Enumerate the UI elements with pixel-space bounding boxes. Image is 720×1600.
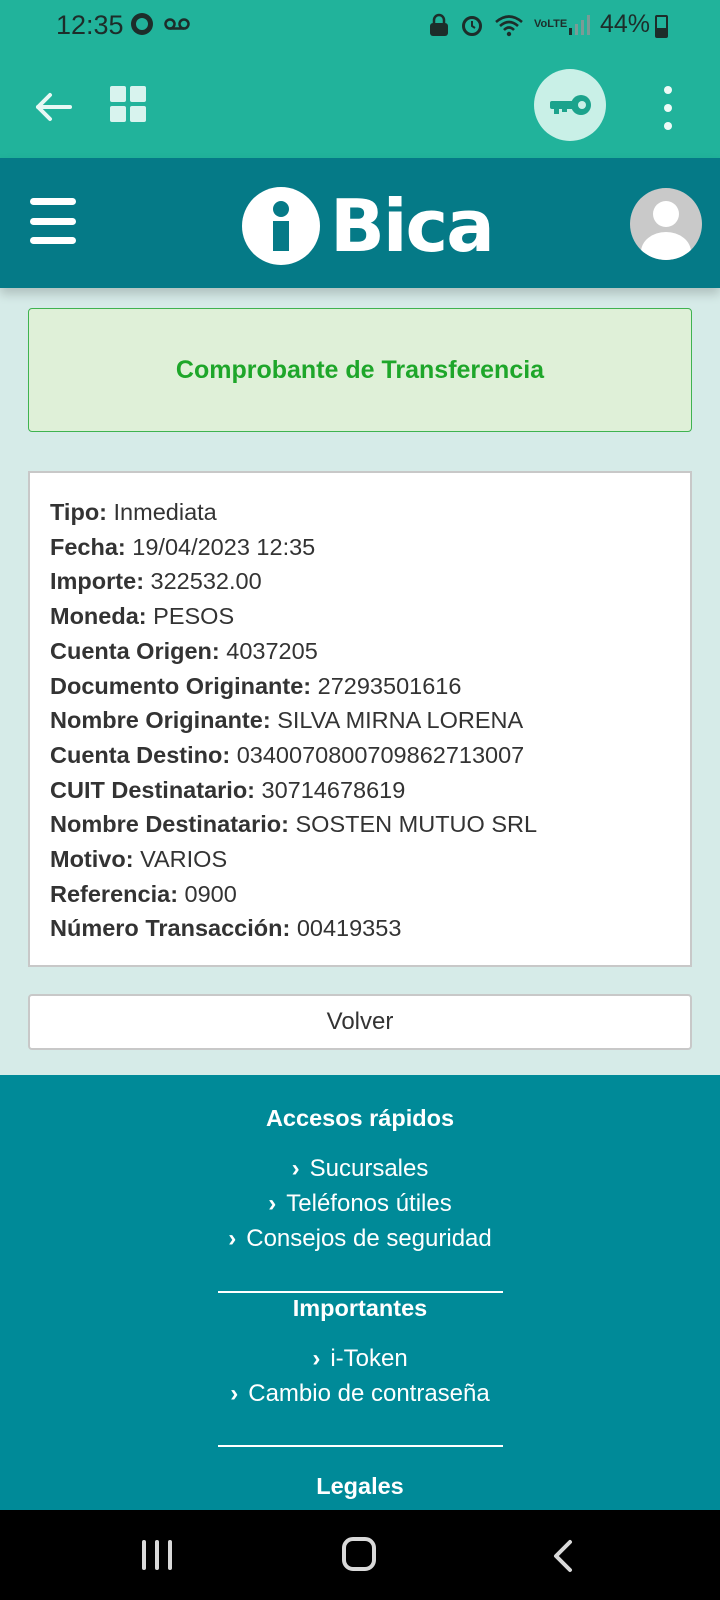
detail-row-motivo: Motivo: VARIOS (50, 846, 228, 873)
detail-row-cuenta-destino: Cuenta Destino: 0340070800709862713007 (50, 741, 525, 768)
footer-link-sucursales[interactable]: › Sucursales (291, 1155, 429, 1182)
key-icon (548, 93, 592, 117)
back-icon[interactable] (548, 1536, 578, 1576)
system-nav-bar (0, 1510, 720, 1600)
back-arrow-icon[interactable] (30, 84, 76, 130)
alarm-icon (460, 13, 484, 37)
chevron-right-icon: › (312, 1345, 321, 1372)
app-bar (0, 56, 720, 158)
hamburger-menu-icon[interactable] (30, 198, 76, 244)
user-avatar-icon[interactable] (630, 188, 702, 260)
footer-link-itoken[interactable]: › i-Token (312, 1345, 408, 1372)
home-icon[interactable] (342, 1537, 376, 1571)
chevron-right-icon: › (268, 1190, 277, 1217)
voicemail-icon (164, 17, 190, 31)
volte-icon: VoLTE (533, 18, 568, 30)
footer-link-cambio-contrasena[interactable]: › Cambio de contraseña (230, 1380, 490, 1407)
detail-row-importe: Importe: 322532.00 (50, 568, 262, 595)
chevron-right-icon: › (230, 1380, 239, 1407)
footer-link-consejos[interactable]: › Consejos de seguridad (228, 1225, 492, 1252)
chevron-right-icon: › (291, 1155, 300, 1182)
lock-icon (428, 13, 450, 37)
status-bar (0, 0, 720, 56)
volver-button[interactable]: Volver (28, 994, 692, 1050)
detail-row-referencia: Referencia: 0900 (50, 880, 237, 907)
footer (0, 1075, 720, 1510)
signal-icon (568, 14, 590, 36)
receipt-details (28, 471, 692, 967)
bica-logo-icon (242, 187, 320, 265)
more-vert-icon[interactable] (658, 86, 678, 130)
brand-name: Bica (330, 184, 493, 268)
brand-header (0, 158, 720, 288)
footer-heading-accesos: Accesos rápidos (265, 1105, 455, 1131)
key-button[interactable] (534, 69, 606, 141)
detail-row-tipo: Tipo: Inmediata (50, 499, 217, 525)
receipt-title: Comprobante de Transferencia (175, 355, 545, 384)
detail-row-numero-transaccion: Número Transacción: 00419353 (50, 915, 402, 942)
detail-row-cuenta-origen: Cuenta Origen: 4037205 (50, 637, 318, 664)
whatsapp-icon (130, 12, 154, 36)
detail-row-cuit-destinatario: CUIT Destinatario: 30714678619 (50, 776, 406, 803)
battery-icon (655, 15, 668, 38)
footer-heading-importantes: Importantes (292, 1295, 428, 1321)
detail-row-nombre-destinatario: Nombre Destinatario: SOSTEN MUTUO SRL (50, 811, 538, 838)
recent-apps-icon[interactable] (142, 1540, 172, 1570)
battery-percent: 44% (599, 10, 650, 38)
detail-row-nombre-originante: Nombre Originante: SILVA MIRNA LORENA (50, 707, 524, 734)
footer-heading-legales: Legales (316, 1473, 404, 1499)
detail-row-fecha: Fecha: 19/04/2023 12:35 (50, 533, 316, 560)
detail-row-documento-originante: Documento Originante: 27293501616 (50, 672, 462, 699)
receipt-title-banner (28, 308, 692, 432)
chevron-right-icon: › (228, 1225, 237, 1252)
footer-link-telefonos[interactable]: › Teléfonos útiles (268, 1190, 452, 1217)
apps-grid-icon[interactable] (110, 86, 146, 122)
footer-divider (218, 1291, 503, 1293)
status-time: 12:35 (56, 10, 124, 40)
detail-row-moneda: Moneda: PESOS (50, 603, 235, 630)
footer-divider (218, 1445, 503, 1447)
bica-logo[interactable] (242, 186, 493, 266)
wifi-icon (494, 13, 524, 37)
